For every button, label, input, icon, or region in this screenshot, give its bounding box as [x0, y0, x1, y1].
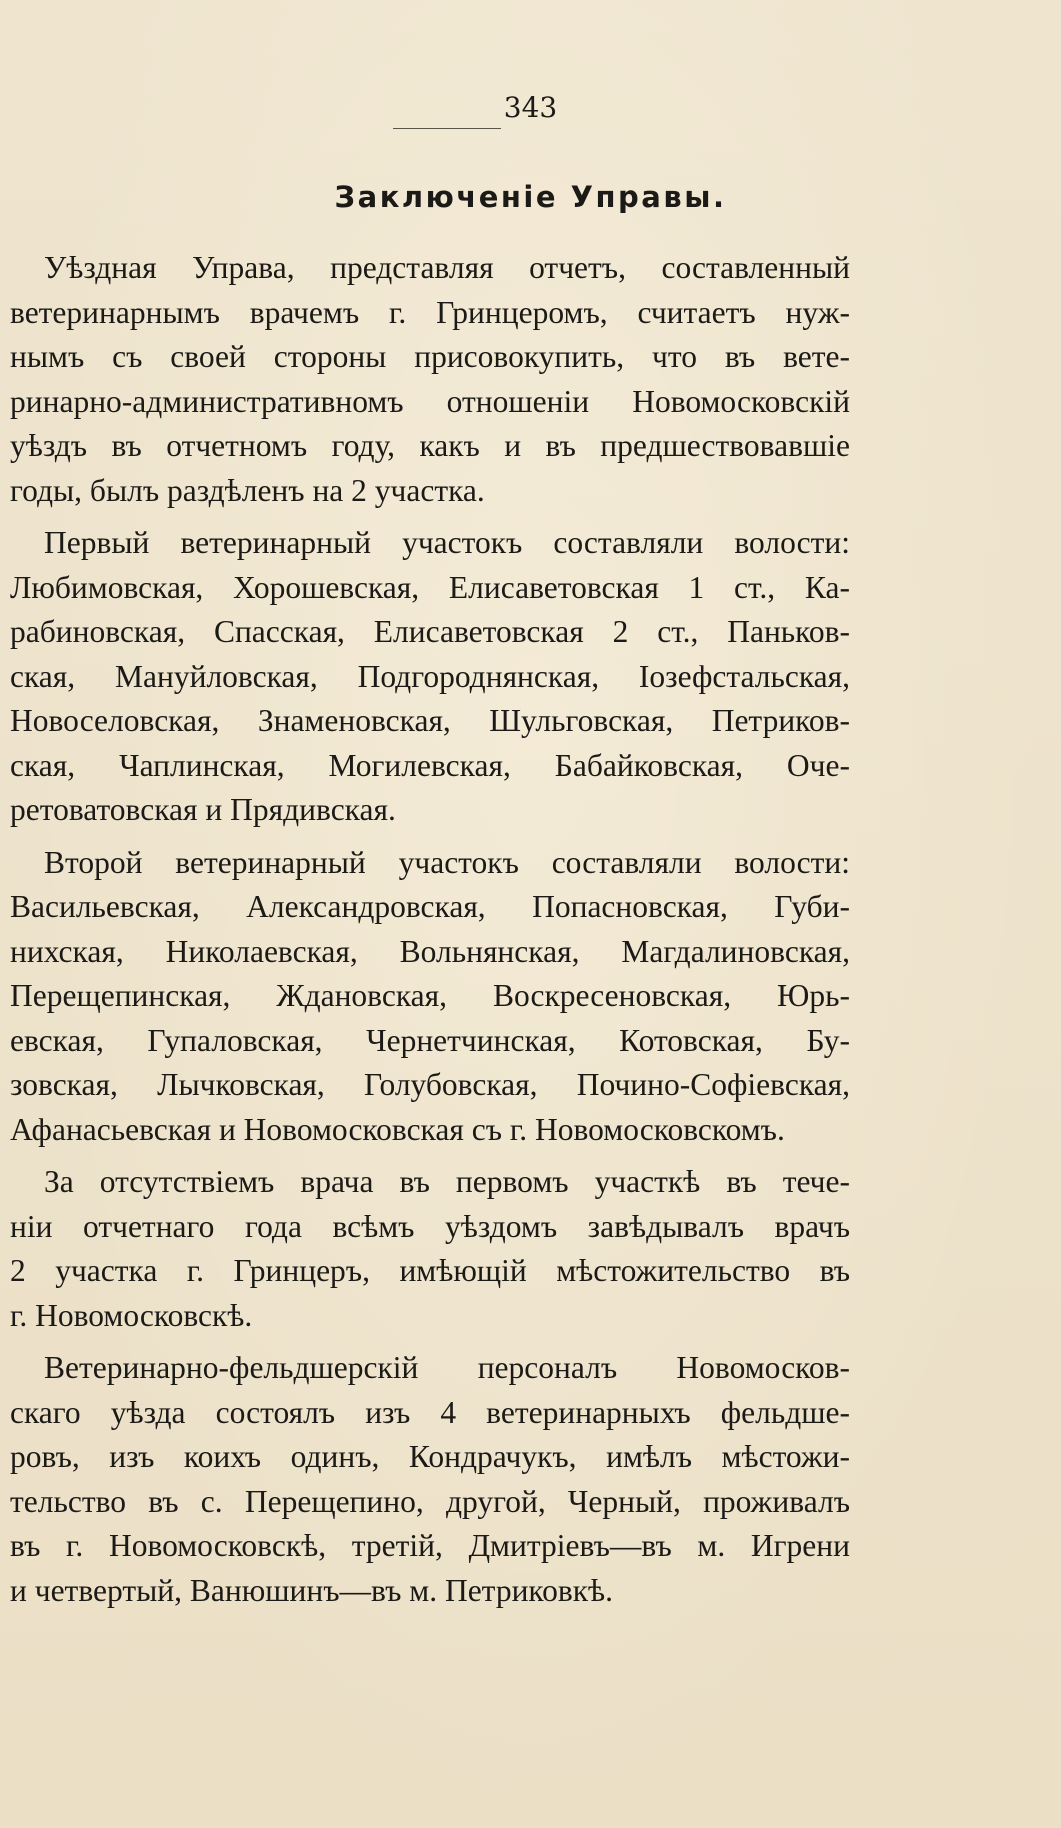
page-number: 343 — [503, 91, 558, 124]
text-line: 2 участка г. Гринцеръ, имѣющій мѣстожительство въ — [10, 1253, 850, 1288]
text-line: Перещепинская, Ждановская, Воскресеновская, Юрь- — [10, 978, 850, 1013]
text-line: Новоселовская, Знаменовская, Шульговская, Петриков- — [10, 703, 850, 738]
text-line: скаго уѣзда состоялъ изъ 4 ветеринарныхъ фельдше- — [10, 1394, 850, 1430]
body-text — [10, 246, 850, 1621]
text-line: зовская, Лычковская, Голубовская, Почино-Софіевская, — [10, 1067, 850, 1102]
page-number-rule — [393, 128, 501, 129]
text-line: Уѣздная Управа, представляя отчетъ, составленный — [44, 250, 850, 285]
text-line: ветеринарнымъ врачемъ г. Гринцеромъ, считаетъ нуж- — [10, 294, 850, 330]
text-line: ніи отчетнаго года всѣмъ уѣздомъ завѣдывалъ врачъ — [10, 1208, 850, 1244]
text-line: За отсутствіемъ врача въ первомъ участкѣ въ тече- — [44, 1164, 850, 1199]
text-line: годы, былъ раздѣленъ на 2 участка. — [10, 472, 485, 508]
text-line: ская, Чаплинская, Могилевская, Бабайковская, Оче- — [10, 747, 850, 783]
text-line: нымъ съ своей стороны присовокупить, что въ вете- — [10, 339, 850, 374]
text-line: уѣздъ въ отчетномъ году, какъ и въ предшествовавшіе — [10, 428, 850, 463]
text-line: Васильевская, Александровская, Попасновская, Губи- — [10, 889, 850, 924]
text-line: нихская, Николаевская, Вольнянская, Магдалиновская, — [10, 933, 850, 969]
text-line: ская, Мануйловская, Подгороднянская, Іозефстальская, — [10, 658, 850, 694]
text-line: Второй ветеринарный участокъ составляли волости: — [44, 844, 850, 880]
paragraph — [10, 1346, 850, 1613]
text-line: Афанасьевская и Новомосковская съ г. Новомосковскомъ. — [10, 1111, 785, 1147]
text-line: Первый ветеринарный участокъ составляли волости: — [44, 525, 850, 560]
paragraph — [10, 841, 850, 1153]
text-line: ровъ, изъ коихъ одинъ, Кондрачукъ, имѣлъ мѣстожи- — [10, 1439, 850, 1474]
text-line: рабиновская, Спасская, Елисаветовская 2 ст., Паньков- — [10, 614, 850, 649]
paragraph — [10, 521, 850, 833]
text-line: Любимовская, Хорошевская, Елисаветовская 1 ст., Ка- — [10, 569, 850, 605]
text-line: тельство въ с. Перещепино, другой, Черный, проживалъ — [10, 1483, 850, 1519]
section-heading: Заключеніе Управы. — [334, 180, 727, 214]
text-line: Ветеринарно-фельдшерскій персоналъ Новомосков- — [44, 1350, 850, 1385]
text-line: и четвертый, Ванюшинъ—въ м. Петриковкѣ. — [10, 1572, 614, 1608]
text-line: ринарно-административномъ отношеніи Новомосковскій — [10, 383, 850, 419]
text-line: въ г. Новомосковскѣ, третій, Дмитріевъ—въ м. Игрени — [10, 1528, 850, 1563]
text-line: ретоватовская и Прядивская. — [10, 792, 396, 827]
text-line: г. Новомосковскѣ. — [10, 1297, 253, 1333]
text-line: евская, Гупаловская, Чернетчинская, Котовская, Бу- — [10, 1022, 850, 1058]
paragraph — [10, 1160, 850, 1338]
paragraph — [10, 246, 850, 513]
